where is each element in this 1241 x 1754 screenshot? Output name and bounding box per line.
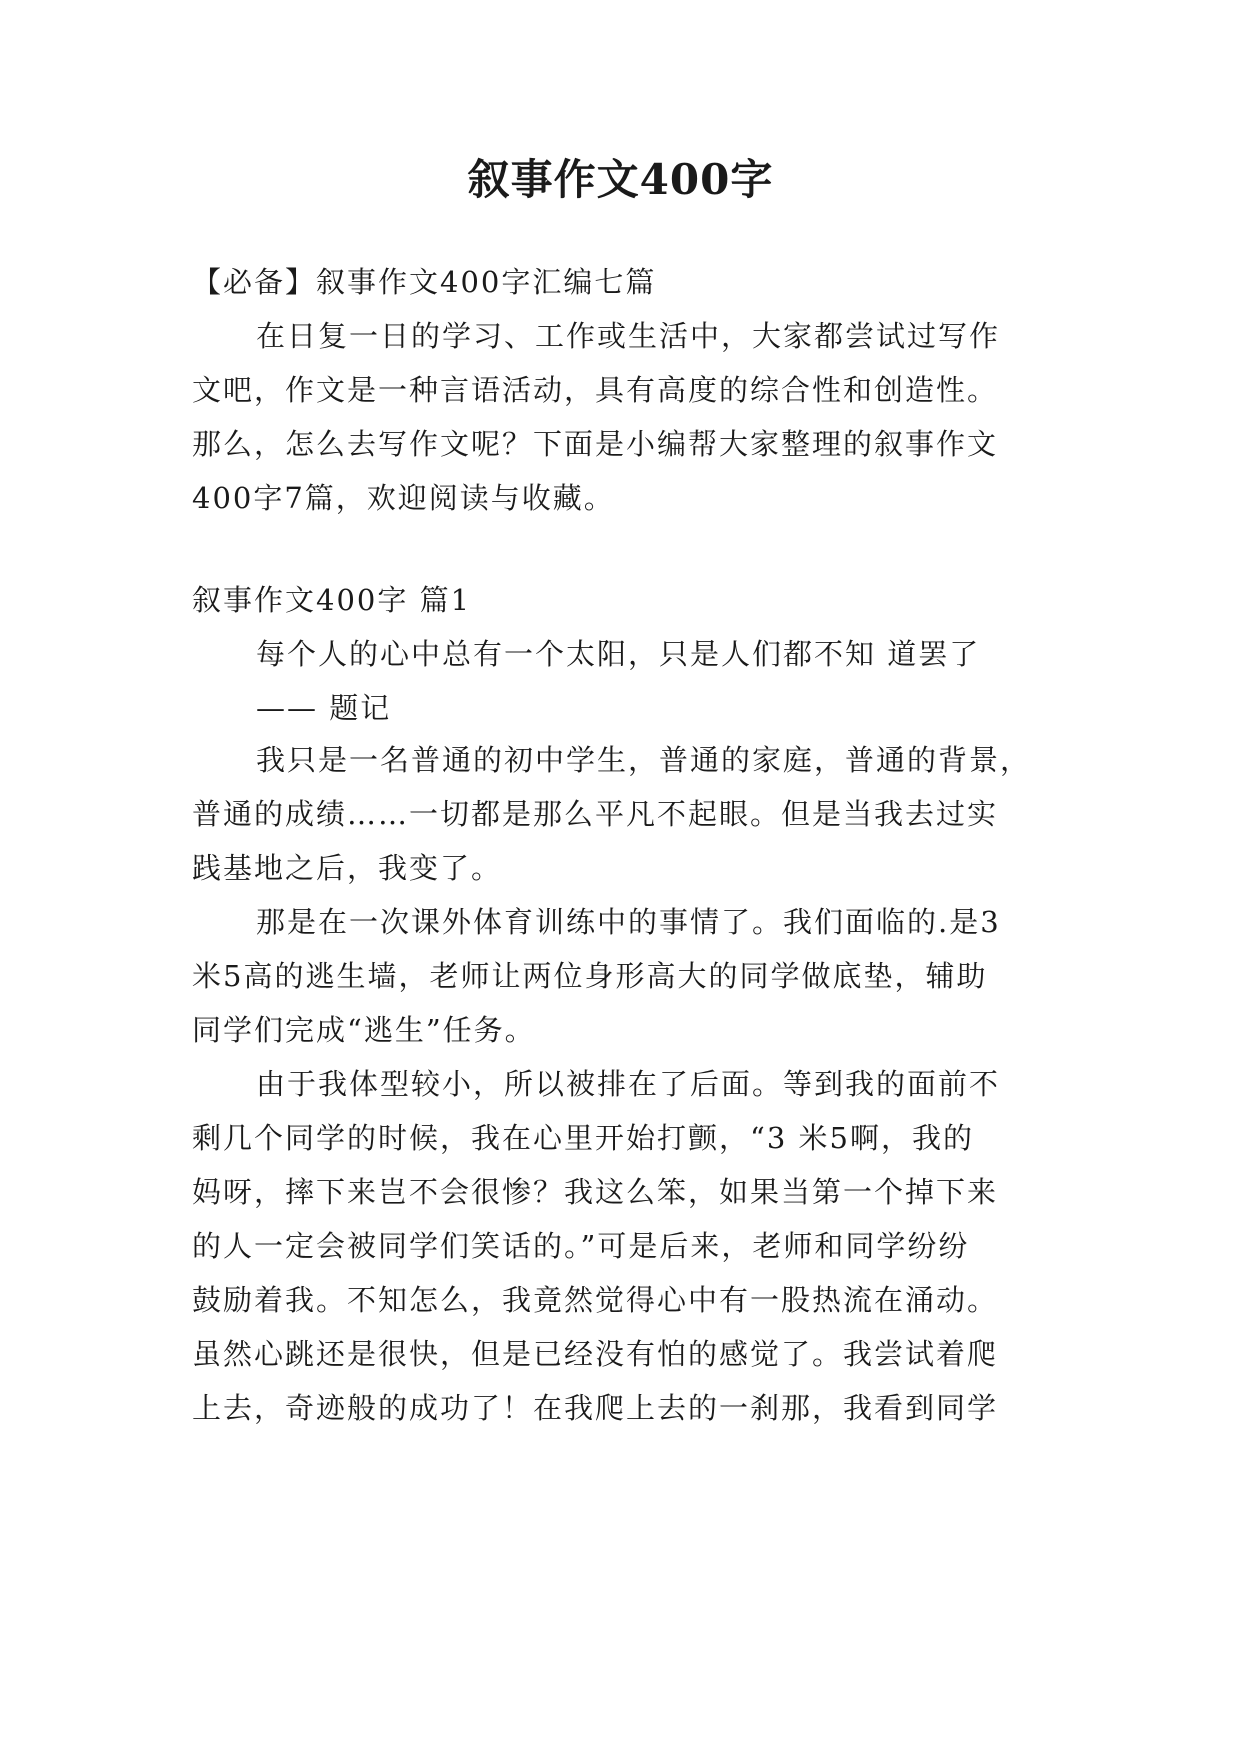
paragraph-line: 米5高的逃生墙，老师让两位身形高大的同学做底垫，辅助 xyxy=(192,959,988,993)
paragraph-line: 鼓励着我。不知怎么，我竟然觉得心中有一股热流在涌动。 xyxy=(192,1283,999,1317)
paragraph-line: 上去，奇迹般的成功了！在我爬上去的一刹那，我看到同学 xyxy=(192,1391,999,1425)
paragraph-line: 妈呀，摔下来岂不会很惨？我这么笨，如果当第一个掉下来 xyxy=(192,1175,999,1209)
intro-line: 文吧，作文是一种言语活动，具有高度的综合性和创造性。 xyxy=(192,373,999,407)
paragraph-line: 我只是一名普通的初中学生，普通的家庭，普通的背景， xyxy=(256,743,1032,777)
intro-line: 那么，怎么去写作文呢？下面是小编帮大家整理的叙事作文 xyxy=(192,427,999,461)
paragraph-line: 同学们完成“逃生”任务。 xyxy=(192,1013,536,1047)
document-body xyxy=(192,0,1054,1754)
intro-line: 400字7篇，欢迎阅读与收藏。 xyxy=(192,481,615,515)
paragraph-line: 践基地之后，我变了。 xyxy=(192,851,503,885)
section-heading: 叙事作文400字 篇1 xyxy=(192,583,472,617)
paragraph-line: 虽然心跳还是很快，但是已经没有怕的感觉了。我尝试着爬 xyxy=(192,1337,999,1371)
epigraph-attribution: —— 题记 xyxy=(256,691,392,725)
paragraph-line: 普通的成绩……一切都是那么平凡不起眼。但是当我去过实 xyxy=(192,797,999,831)
intro-line: 在日复一日的学习、工作或生活中，大家都尝试过写作 xyxy=(256,319,1001,353)
document-title: 叙事作文400字 xyxy=(467,155,774,204)
document-subtitle: 【必备】叙事作文400字汇编七篇 xyxy=(192,265,657,299)
paragraph-line: 由于我体型较小，所以被排在了后面。等到我的面前不 xyxy=(256,1067,1001,1101)
paragraph-line: 那是在一次课外体育训练中的事情了。我们面临的.是3 xyxy=(256,905,1001,939)
paragraph-line: 的人一定会被同学们笑话的。”可是后来，老师和同学纷纷 xyxy=(192,1229,970,1263)
paragraph-line: 剩几个同学的时候，我在心里开始打颤，“3 米5啊，我的 xyxy=(192,1121,974,1155)
epigraph-line: 每个人的心中总有一个太阳，只是人们都不知 道罢了 xyxy=(256,637,981,671)
